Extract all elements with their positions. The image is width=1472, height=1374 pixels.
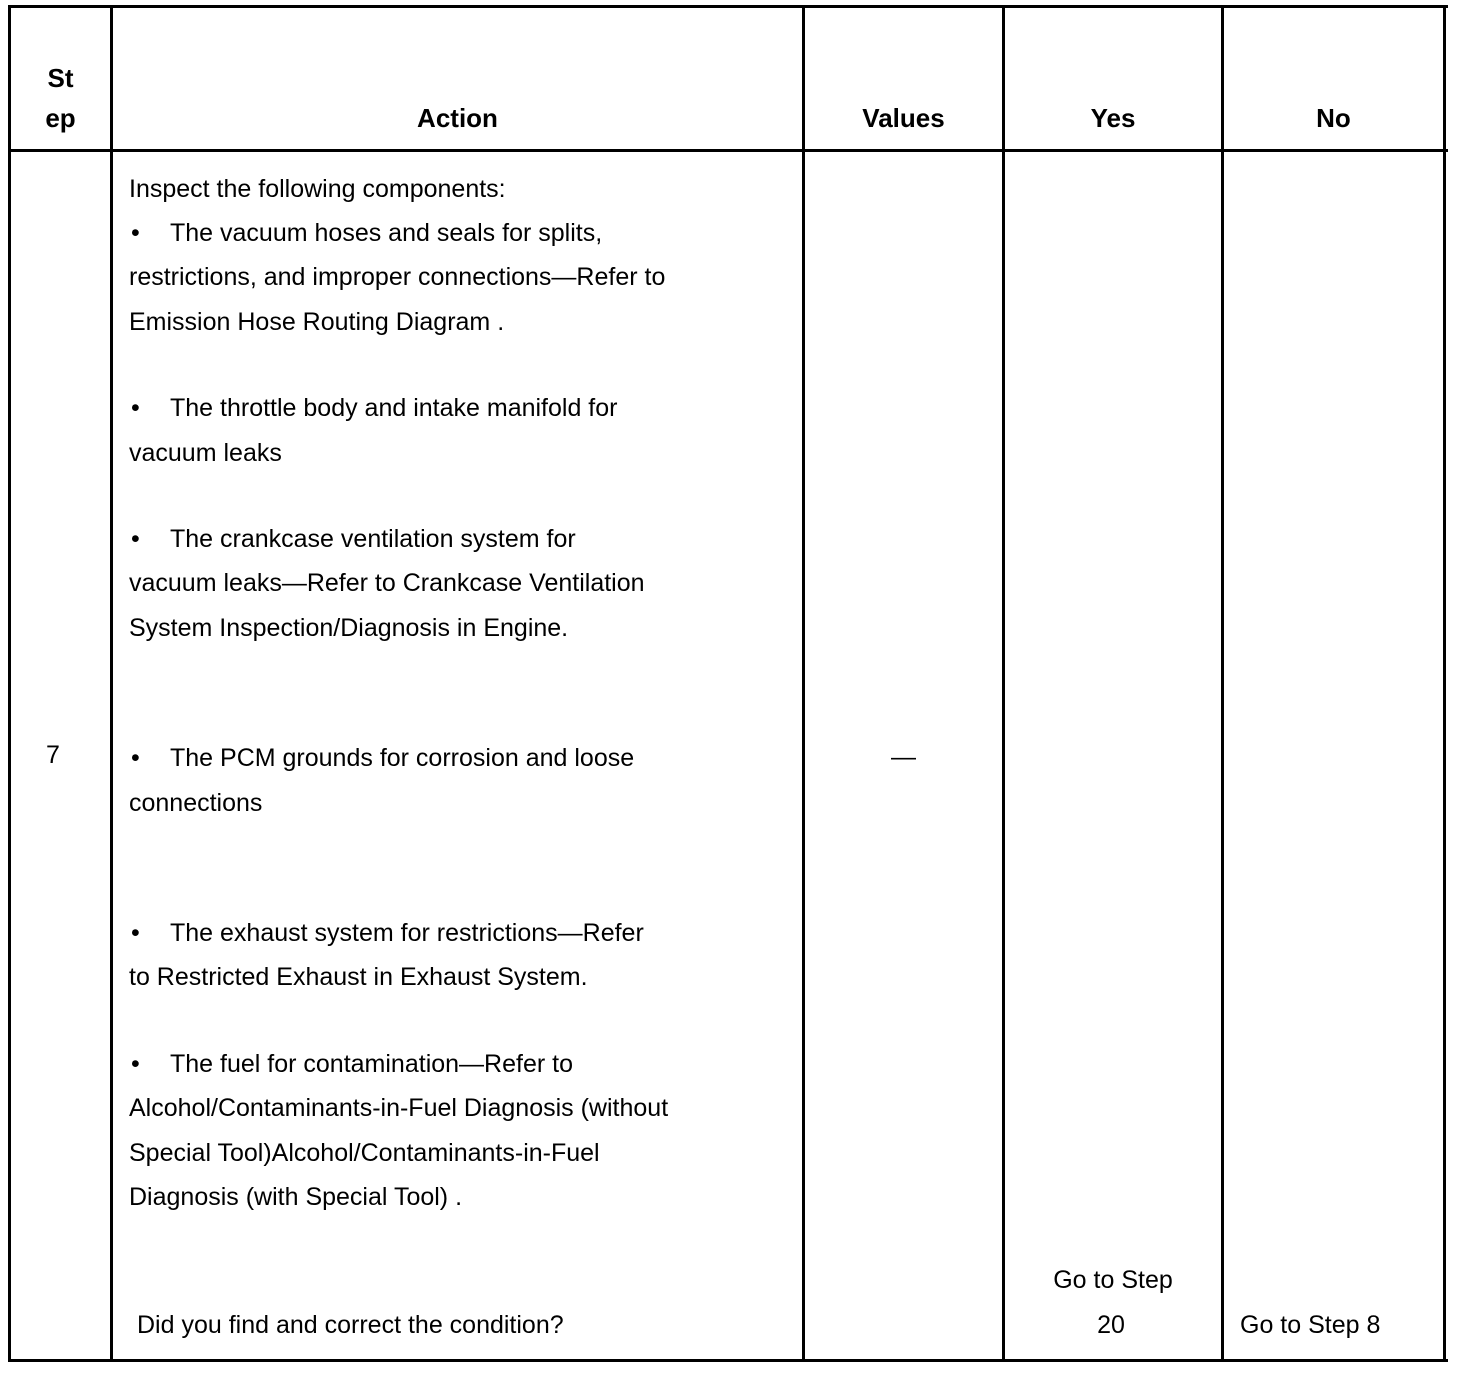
header-yes: Yes: [1090, 103, 1136, 133]
header-values: Values: [862, 103, 945, 133]
values-dash: —: [891, 743, 916, 771]
header-step-line2: ep: [45, 103, 76, 133]
table-top-border: [8, 5, 1448, 8]
table-right-border: [1443, 5, 1446, 1362]
action-item-line: Diagnosis (with Special Tool) .: [129, 1183, 463, 1211]
bullet: •: [131, 744, 140, 772]
action-item-line: restrictions, and improper connections—Refer to: [129, 263, 666, 291]
col-divider-action: [802, 5, 805, 1362]
header-bottom-border: [8, 149, 1448, 152]
action-item-line: The PCM grounds for corrosion and loose: [170, 744, 635, 772]
action-question: Did you find and correct the condition?: [137, 1311, 564, 1339]
col-divider-values: [1002, 5, 1005, 1362]
yes-step-number: 20: [1097, 1311, 1125, 1339]
action-item-line: System Inspection/Diagnosis in Engine.: [129, 614, 569, 642]
action-item-line: vacuum leaks: [129, 439, 282, 467]
action-item-line: Alcohol/Contaminants-in-Fuel Diagnosis (without: [129, 1094, 669, 1122]
table-left-border: [8, 5, 11, 1362]
no-go-to-step: Go to Step 8: [1240, 1311, 1381, 1339]
action-item-line: The crankcase ventilation system for: [170, 525, 576, 553]
action-item-line: Emission Hose Routing Diagram .: [129, 308, 505, 336]
yes-go-to-step: Go to Step: [1053, 1266, 1173, 1294]
action-item-line: The throttle body and intake manifold for: [170, 394, 618, 422]
action-item-line: The exhaust system for restrictions—Refer: [170, 919, 644, 947]
diagnostic-table: [8, 5, 1448, 1363]
action-item-line: The vacuum hoses and seals for splits,: [170, 219, 603, 247]
action-intro: Inspect the following components:: [129, 175, 506, 203]
bullet: •: [131, 919, 140, 947]
table-bottom-border: [8, 1359, 1448, 1362]
action-item-line: Special Tool)Alcohol/Contaminants-in-Fuel: [129, 1139, 600, 1167]
col-divider-yes: [1221, 5, 1224, 1362]
step-number: 7: [46, 741, 60, 769]
action-item-line: The fuel for contamination—Refer to: [170, 1050, 573, 1078]
col-divider-step: [110, 5, 113, 1362]
header-action: Action: [417, 103, 498, 133]
action-item-line: connections: [129, 789, 263, 817]
header-step-line1: St: [47, 63, 74, 93]
action-item-line: vacuum leaks—Refer to Crankcase Ventilation: [129, 569, 645, 597]
bullet: •: [131, 1050, 140, 1078]
bullet: •: [131, 525, 140, 553]
bullet: •: [131, 219, 140, 247]
bullet: •: [131, 394, 140, 422]
header-no: No: [1316, 103, 1351, 133]
action-item-line: to Restricted Exhaust in Exhaust System.: [129, 963, 588, 991]
